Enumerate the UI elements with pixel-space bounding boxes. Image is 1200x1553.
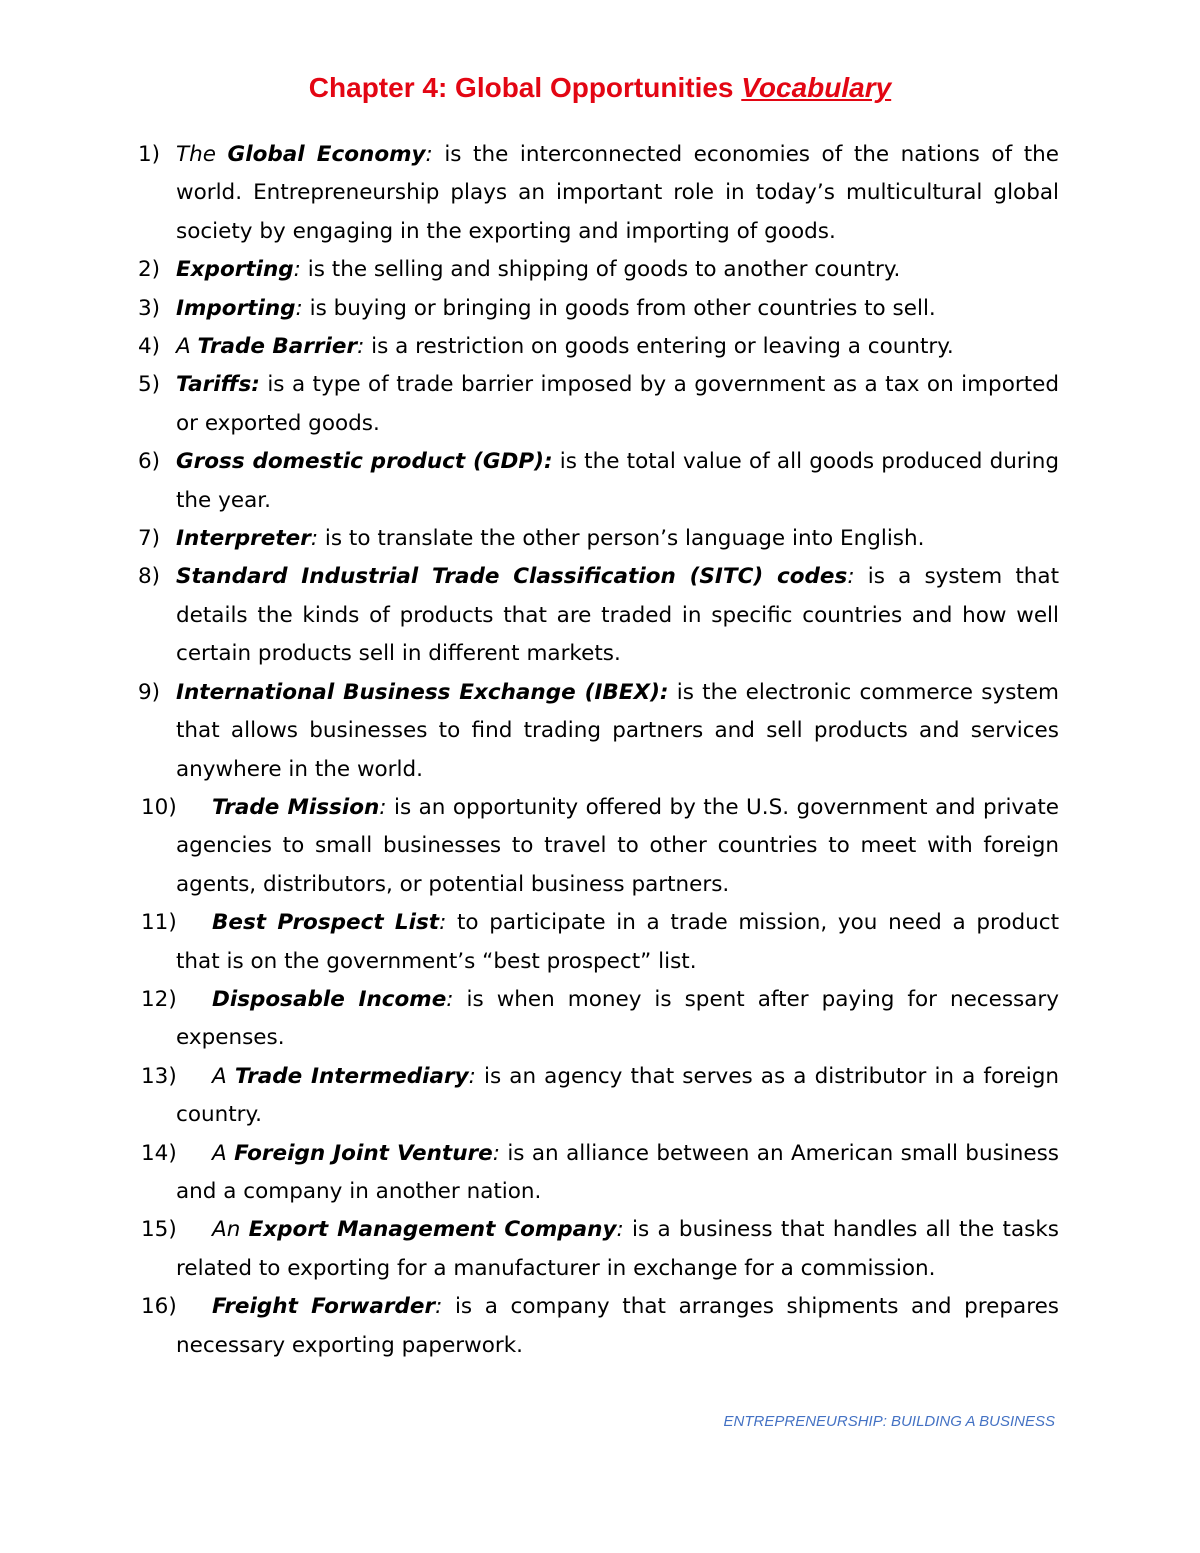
- item-number: 11): [141, 910, 177, 936]
- vocabulary-term: Standard Industrial Trade Classification (SITC) codes: [176, 564, 848, 590]
- term-definition: is a restriction on goods entering or leaving a country.: [364, 334, 954, 360]
- item-number: 5): [138, 372, 161, 398]
- vocabulary-term: Interpreter: [176, 526, 311, 552]
- term-suffix: :: [492, 1140, 500, 1166]
- vocabulary-term: Trade Barrier: [197, 334, 358, 360]
- term-definition: is buying or bringing in goods from other countries to sell.: [302, 295, 936, 321]
- term-definition: is the interconnected economies of the nations of the world. Entrepreneurship plays an important role in today’s multicultural global society by engaging in the exporting and importing of goods.: [176, 142, 1059, 244]
- vocabulary-term: Foreign Joint Venture: [234, 1140, 493, 1166]
- term-prefix: A: [176, 334, 198, 360]
- item-number: 8): [138, 564, 161, 590]
- term-definition: to participate in a trade mission, you need a product that is on the government’s “best prospect” list.: [176, 910, 1060, 974]
- vocabulary-item: [0, 251, 1059, 289]
- term-prefix: The: [176, 142, 228, 167]
- vocabulary-item: [0, 520, 1059, 558]
- term-definition: is when money is spent after paying for necessary expenses.: [176, 986, 1059, 1051]
- term-suffix: :: [847, 564, 855, 590]
- item-number: 9): [138, 679, 161, 705]
- term-suffix: :: [468, 1063, 476, 1089]
- vocabulary-term: Trade Intermediary: [234, 1063, 469, 1089]
- vocabulary-term: Global Economy: [227, 142, 426, 167]
- term-suffix: :: [446, 986, 454, 1012]
- vocabulary-item: [0, 366, 1059, 443]
- item-number: 10): [141, 794, 177, 820]
- term-definition: is a company that arranges shipments and prepares necessary exporting paperwork.: [176, 1294, 1059, 1358]
- vocabulary-term: Freight Forwarder: [212, 1294, 436, 1320]
- item-number: 15): [141, 1217, 177, 1243]
- term-definition: is the total value of all goods produced during the year.: [176, 449, 1059, 513]
- term-suffix: :: [379, 794, 387, 820]
- term-definition: is a system that details the kinds of products that are traded in specific countries and how well certain products sell in different markets.: [176, 564, 1060, 667]
- term-definition: is a business that handles all the tasks related to exporting for a manufacturer in exchange for a commission.: [176, 1217, 1060, 1281]
- vocabulary-term: Importing: [176, 295, 296, 321]
- term-suffix: :: [357, 334, 365, 360]
- vocabulary-item: [0, 1211, 1059, 1288]
- item-number: 2): [138, 257, 161, 283]
- item-number: 13): [141, 1063, 177, 1089]
- item-number: 3): [138, 295, 161, 321]
- page-footer: ENTREPRENEURSHIP: BUILDING A BUSINESS: [723, 1413, 1055, 1430]
- vocabulary-list: [0, 136, 1200, 1365]
- vocabulary-term: Disposable Income: [212, 986, 447, 1012]
- vocabulary-term: Tariffs:: [176, 372, 260, 398]
- vocabulary-term: Best Prospect List: [212, 910, 440, 936]
- item-number: 14): [141, 1140, 177, 1166]
- term-suffix: :: [295, 295, 303, 321]
- term-definition: is an opportunity offered by the U.S. government and private agencies to small businesses to travel to other countries to meet with foreign agents, distributors, or potential business partners.: [176, 794, 1059, 897]
- term-suffix: :: [293, 257, 301, 283]
- vocabulary-item: [0, 136, 1059, 251]
- vocabulary-term: Gross domestic product (GDP):: [176, 449, 553, 475]
- vocabulary-item: [0, 1135, 1059, 1212]
- item-number: 16): [141, 1294, 177, 1320]
- vocabulary-item: [0, 674, 1059, 789]
- term-prefix: A: [212, 1063, 235, 1089]
- term-suffix: :: [439, 910, 447, 936]
- page-title: [0, 72, 1200, 104]
- vocabulary-term: Export Management Company: [248, 1217, 617, 1243]
- vocabulary-item: [0, 1058, 1059, 1135]
- vocabulary-item: [0, 789, 1059, 904]
- term-definition: is an agency that serves as a distributor in a foreign country.: [176, 1063, 1059, 1128]
- term-suffix: :: [425, 142, 433, 167]
- page-title-underlined: Vocabulary: [741, 72, 892, 103]
- item-number: 1): [138, 142, 161, 167]
- vocabulary-item: [0, 1288, 1059, 1365]
- vocabulary-term: International Business Exchange (IBEX):: [176, 679, 669, 705]
- vocabulary-item: [0, 981, 1059, 1058]
- term-definition: is the electronic commerce system that allows businesses to find trading partners and sell products and services anywhere in the world.: [176, 679, 1060, 782]
- vocabulary-item: [0, 558, 1059, 673]
- vocabulary-item: [0, 290, 1059, 328]
- term-definition: is to translate the other person’s language into English.: [318, 526, 925, 552]
- term-prefix: An: [212, 1217, 249, 1243]
- page-title-main: Chapter 4: Global Opportunities: [308, 72, 742, 103]
- term-suffix: :: [616, 1217, 624, 1243]
- term-prefix: A: [212, 1140, 235, 1166]
- term-definition: is the selling and shipping of goods to another country.: [300, 257, 901, 283]
- term-suffix: :: [435, 1294, 443, 1320]
- vocabulary-item: [0, 443, 1059, 520]
- vocabulary-term: Exporting: [176, 257, 294, 283]
- term-definition: is an alliance between an American small business and a company in another nation.: [176, 1140, 1060, 1204]
- vocabulary-item: [0, 328, 1059, 366]
- vocabulary-term: Trade Mission: [212, 794, 380, 820]
- item-number: 6): [138, 449, 161, 475]
- item-number: 12): [141, 986, 177, 1012]
- vocabulary-item: [0, 904, 1059, 981]
- item-number: 7): [138, 526, 161, 552]
- term-definition: is a type of trade barrier imposed by a government as a tax on imported or exported goods.: [176, 372, 1059, 436]
- item-number: 4): [138, 334, 161, 360]
- term-suffix: :: [310, 526, 319, 552]
